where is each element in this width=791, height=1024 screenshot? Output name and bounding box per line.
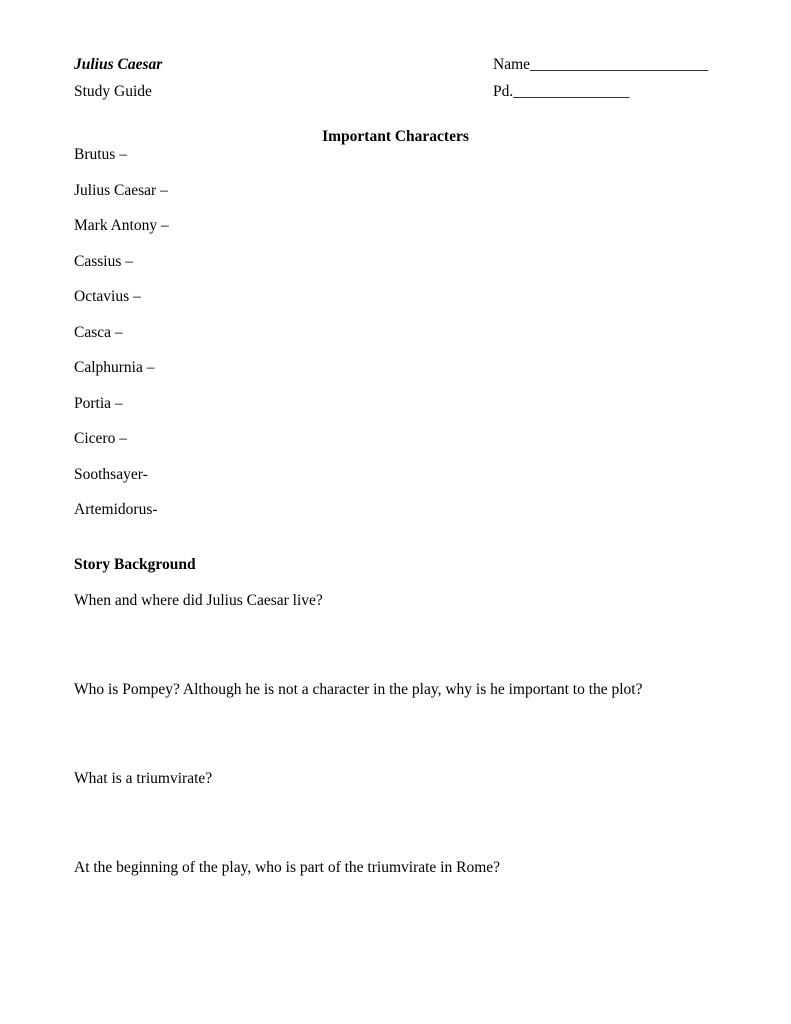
character-list — [74, 146, 169, 537]
document-subtitle: Study Guide — [74, 83, 152, 100]
character-item: Casca – — [74, 323, 123, 341]
question-text: What is a triumvirate? — [74, 770, 213, 787]
period-field: Pd._______________ — [493, 83, 630, 100]
character-item: Soothsayer- — [74, 465, 148, 483]
characters-heading: Important Characters — [322, 128, 469, 145]
character-item: Brutus – — [74, 146, 127, 163]
character-item: Cassius – — [74, 252, 133, 270]
character-item: Octavius – — [74, 288, 141, 305]
document-title: Julius Caesar — [74, 56, 163, 73]
character-item: Portia – — [74, 394, 123, 412]
story-background-heading: Story Background — [74, 556, 196, 573]
question-text: Who is Pompey? Although he is not a character in the play, why is he important to the plot? — [74, 681, 643, 698]
question-text: At the beginning of the play, who is part of the triumvirate in Rome? — [74, 859, 501, 876]
question-text: When and where did Julius Caesar live? — [74, 592, 323, 609]
character-item: Artemidorus- — [74, 501, 158, 518]
character-item: Calphurnia – — [74, 359, 155, 376]
character-item: Cicero – — [74, 430, 127, 447]
character-item: Mark Antony – — [74, 217, 169, 234]
character-item: Julius Caesar – — [74, 181, 168, 199]
name-field: Name_______________________ — [493, 56, 709, 73]
